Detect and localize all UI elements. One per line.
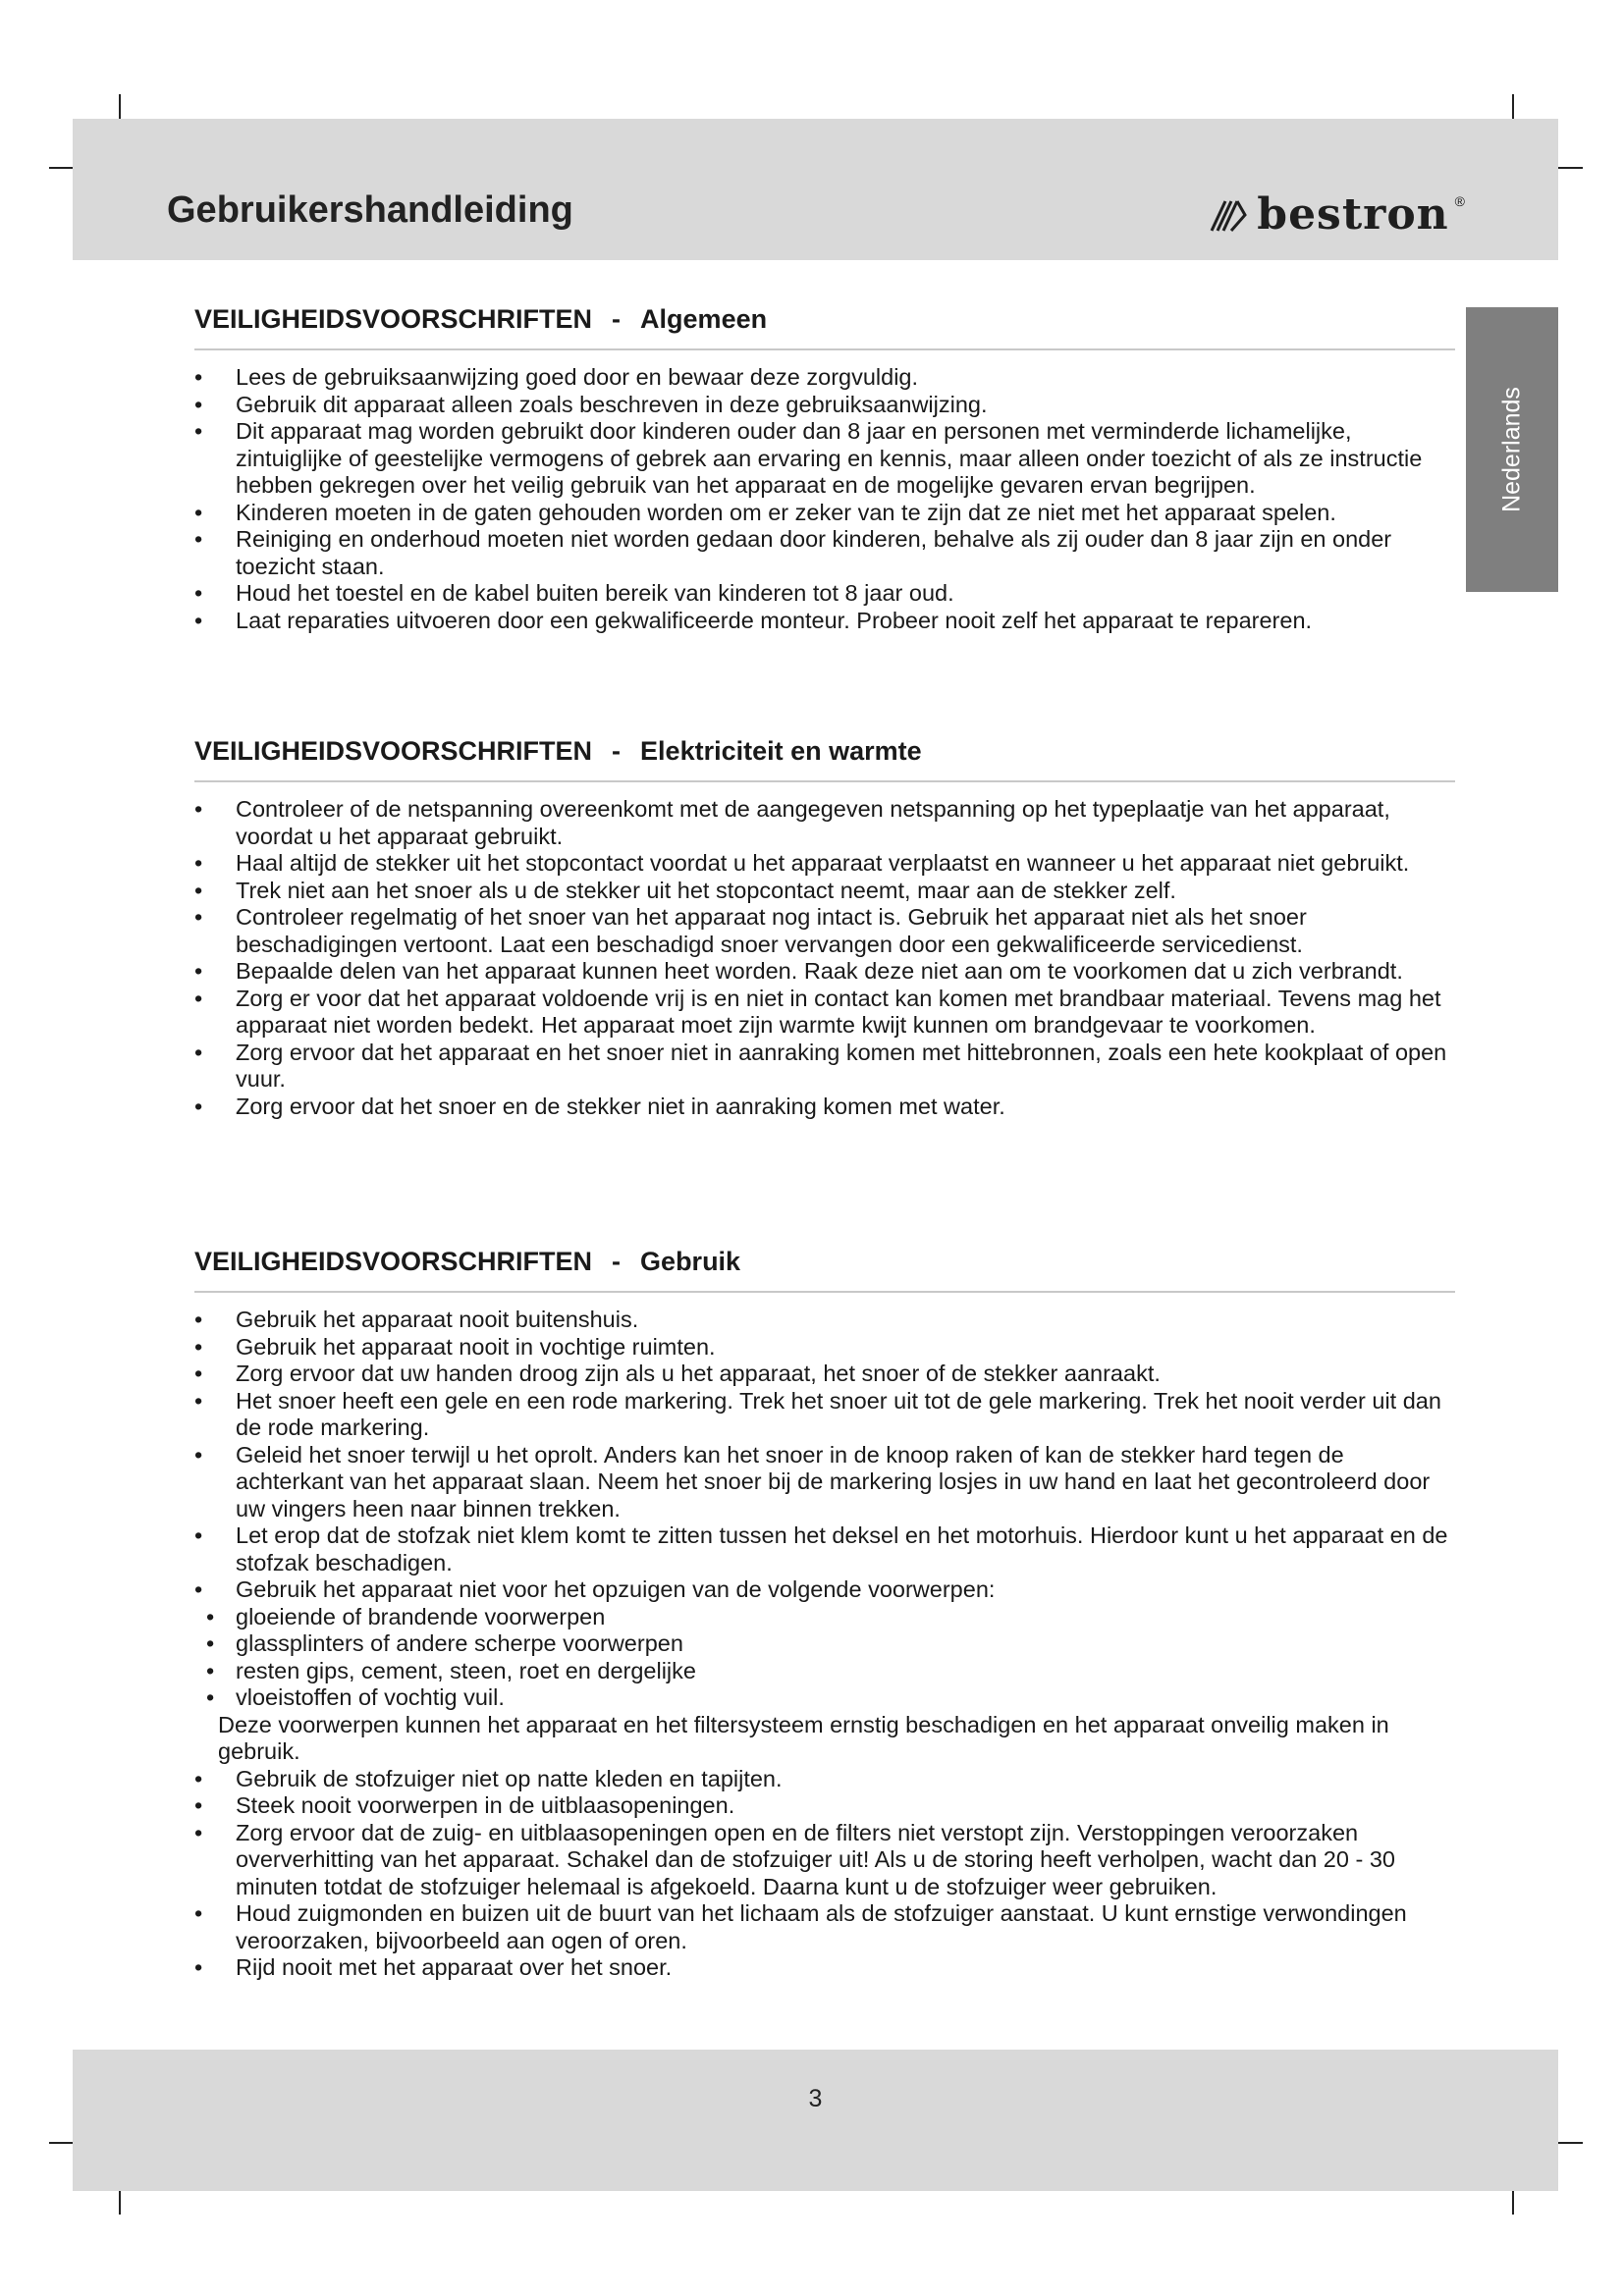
list-item: • Gebruik het apparaat nooit buitenshuis. (194, 1307, 1455, 1334)
section-heading: VEILIGHEIDSVOORSCHRIFTEN - Elektriciteit en warmte (194, 736, 1455, 782)
list-item: • Het snoer heeft een gele en een rode markering. Trek het snoer uit tot de gele markering. Trek het nooit verder uit dan de rode markering. (194, 1388, 1455, 1442)
list-item: • Haal altijd de stekker uit het stopcontact voordat u het apparaat verplaatst en wanneer u het apparaat niet gebruikt. (194, 850, 1455, 878)
list-item: • Controleer of de netspanning overeenkomt met de aangegeven netspanning op het typeplaatje van het apparaat, voordat u het apparaat gebruikt. (194, 796, 1455, 850)
language-tab (1466, 307, 1558, 592)
page-title: Gebruikershandleiding (167, 189, 573, 231)
section-heading: VEILIGHEIDSVOORSCHRIFTEN - Algemeen (194, 304, 1455, 350)
list-item: • Trek niet aan het snoer als u de stekker uit het stopcontact neemt, maar aan de stekker zelf. (194, 878, 1455, 905)
language-tab-label: Nederlands (1497, 387, 1526, 512)
page-number: 3 (808, 2085, 823, 2112)
page-footer (73, 2050, 1558, 2191)
section-heading: VEILIGHEIDSVOORSCHRIFTEN - Gebruik (194, 1247, 1455, 1293)
list-item: • Lees de gebruiksaanwijzing goed door en bewaar deze zorgvuldig. (194, 364, 1455, 392)
sub-list-item: • vloeistoffen of vochtig vuil. (206, 1684, 1455, 1712)
list-item: • Rijd nooit met het apparaat over het snoer. (194, 1954, 1455, 1982)
list-item: • Kinderen moeten in de gaten gehouden worden om er zeker van te zijn dat ze niet met het apparaat spelen. (194, 500, 1455, 527)
brand-name: bestron (1257, 189, 1449, 240)
list-item: • Gebruik dit apparaat alleen zoals beschreven in deze gebruiksaanwijzing. (194, 392, 1455, 419)
list-item: • Gebruik het apparaat niet voor het opzuigen van de volgende voorwerpen: (194, 1576, 1455, 1604)
sub-list-item: • resten gips, cement, steen, roet en dergelijke (206, 1658, 1455, 1685)
brand-chevron-icon (1208, 195, 1251, 235)
brand-logo (1208, 189, 1465, 240)
list-item: • Let erop dat de stofzak niet klem komt te zitten tussen het deksel en het motorhuis. Hierdoor kunt u het apparaat en de stofzak beschadigen. (194, 1522, 1455, 1576)
list-item: • Bepaalde delen van het apparaat kunnen heet worden. Raak deze niet aan om te voorkomen dat u zich verbrandt. (194, 958, 1455, 986)
sub-list-item: • gloeiende of brandende voorwerpen (206, 1604, 1455, 1631)
list-item: • Laat reparaties uitvoeren door een gekwalificeerde monteur. Probeer nooit zelf het apparaat te repareren. (194, 608, 1455, 635)
list-item: • Houd zuigmonden en buizen uit de buurt van het lichaam als de stofzuiger aanstaat. U kunt ernstige verwondingen veroorzaken, bijvoorbeeld aan ogen of oren. (194, 1900, 1455, 1954)
list-item: • Steek nooit voorwerpen in de uitblaasopeningen. (194, 1792, 1455, 1820)
list-item: • Dit apparaat mag worden gebruikt door kinderen ouder dan 8 jaar en personen met verminderde lichamelijke, zintuiglijke of geestelijke vermogens of gebrek aan ervaring en kennis, maar alleen onder toezicht of als ze instructie hebben gekregen over het veilig gebruik van het apparaat en de mogelijke gevaren ervan begrijpen. (194, 418, 1455, 500)
list-item: • Zorg ervoor dat het apparaat en het snoer niet in aanraking komen met hittebronnen, zoals een hete kookplaat of open vuur. (194, 1040, 1455, 1094)
list-item: • Zorg ervoor dat het snoer en de stekker niet in aanraking komen met water. (194, 1094, 1455, 1121)
list-item: • Gebruik de stofzuiger niet op natte kleden en tapijten. (194, 1766, 1455, 1793)
list-item: • Reiniging en onderhoud moeten niet worden gedaan door kinderen, behalve als zij ouder dan 8 jaar zijn en onder toezicht staan. (194, 526, 1455, 580)
page-header (73, 119, 1558, 260)
list-item: • Gebruik het apparaat nooit in vochtige ruimten. (194, 1334, 1455, 1362)
list-item: • Controleer regelmatig of het snoer van het apparaat nog intact is. Gebruik het apparaat niet als het snoer beschadigingen vertoont. Laat een beschadigd snoer vervangen door een gekwalificeerde servicedienst. (194, 904, 1455, 958)
list-item: • Houd het toestel en de kabel buiten bereik van kinderen tot 8 jaar oud. (194, 580, 1455, 608)
list-item: • Geleid het snoer terwijl u het oprolt. Anders kan het snoer in de knoop raken of kan de stekker hard tegen de achterkant van het apparaat slaan. Neem het snoer bij de markering losjes in uw hand en laat het gecontroleerd door uw vingers heen naar binnen trekken. (194, 1442, 1455, 1523)
section-usage (194, 1247, 1455, 1982)
section-electricity (194, 736, 1455, 1120)
list-note: Deze voorwerpen kunnen het apparaat en het filtersysteem ernstig beschadigen en het apparaat onveilig maken in gebruik. (218, 1711, 1389, 1764)
list-item: • Zorg ervoor dat uw handen droog zijn als u het apparaat, het snoer of de stekker aanraakt. (194, 1361, 1455, 1388)
list-item: • Zorg ervoor dat de zuig- en uitblaasopeningen open en de filters niet verstopt zijn. Verstoppingen veroorzaken oververhitting van het apparaat. Schakel dan de stofzuiger uit! Als u de storing heeft verholpen, wacht dan 20 - 30 minuten totdat de stofzuiger helemaal is afgekoeld. Daarna kunt u de stofzuiger weer gebruiken. (194, 1820, 1455, 1901)
section-general (194, 304, 1455, 634)
list-item: • Zorg er voor dat het apparaat voldoende vrij is en niet in contact kan komen met brandbaar materiaal. Tevens mag het apparaat niet worden bedekt. Het apparaat moet zijn warmte kwijt kunnen om brandgevaar te voorkomen. (194, 986, 1455, 1040)
registered-mark: ® (1454, 193, 1465, 209)
sub-list-item: • glassplinters of andere scherpe voorwerpen (206, 1630, 1455, 1658)
